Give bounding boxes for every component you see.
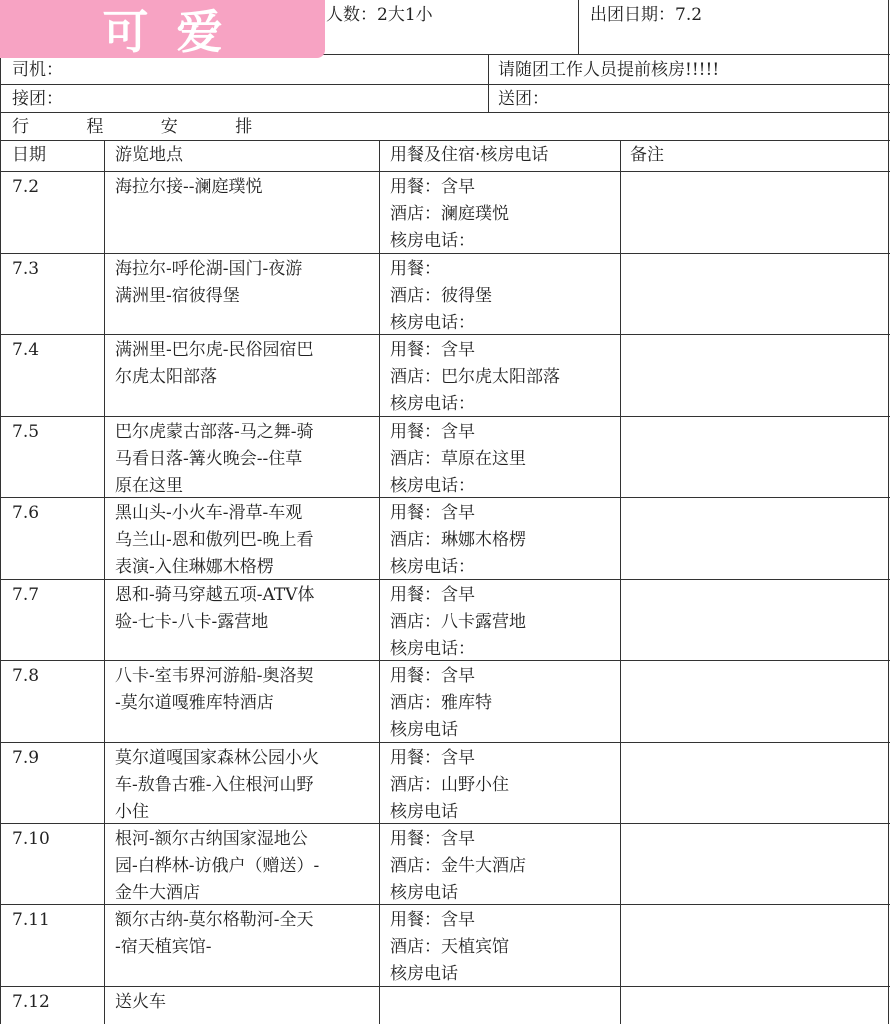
phone-line: 核房电话： (390, 639, 475, 659)
place-line: 黑山头-小火车-滑草-车观 (115, 503, 303, 523)
pickup-field: 接团： (12, 89, 63, 109)
departure-date: 出团日期：7.2 (590, 5, 703, 25)
col-header-meal-hotel: 用餐及住宿·核房电话 (390, 145, 549, 165)
meal-line: 用餐： (390, 259, 441, 279)
table-rule (0, 112, 890, 113)
meal-line: 用餐：含早 (390, 177, 475, 197)
hotel-line: 酒店：彼得堡 (390, 286, 492, 306)
meal-line: 用餐：含早 (390, 829, 475, 849)
row-meal-hotel (390, 256, 492, 337)
place-line: 海拉尔接--澜庭璞悦 (115, 177, 263, 197)
phone-line: 核房电话 (390, 720, 458, 740)
phone-line: 核房电话： (390, 476, 475, 496)
table-rule (0, 823, 890, 824)
row-date: 7.4 (12, 340, 40, 360)
table-rule (0, 334, 890, 335)
hotel-line: 酒店：澜庭璞悦 (390, 204, 509, 224)
place-line: 满洲里-宿彼得堡 (115, 286, 240, 306)
meal-line: 用餐：含早 (390, 503, 475, 523)
place-line: 表演-入住琳娜木格楞 (115, 557, 274, 577)
row-meal-hotel (390, 907, 509, 988)
meal-line: 用餐：含早 (390, 666, 475, 686)
table-rule (379, 140, 380, 1024)
place-line: 送火车 (115, 992, 166, 1012)
hotel-line: 酒店：琳娜木格楞 (390, 530, 526, 550)
row-meal-hotel (390, 337, 560, 418)
people-count: 人数：2大1小 (326, 5, 433, 25)
row-meal-hotel (390, 582, 526, 663)
table-rule (0, 742, 890, 743)
driver-field: 司机： (12, 60, 63, 80)
row-place (115, 745, 319, 826)
table-rule (0, 579, 890, 580)
place-line: 金牛大酒店 (115, 883, 200, 903)
table-rule (578, 0, 579, 54)
place-line: 小住 (115, 802, 149, 822)
table-rule (0, 84, 890, 85)
row-place (115, 582, 314, 636)
table-rule (488, 54, 489, 112)
row-place (115, 174, 377, 201)
row-date: 7.7 (12, 585, 40, 605)
row-date: 7.2 (12, 177, 40, 197)
row-meal-hotel (390, 419, 526, 500)
table-rule (888, 0, 889, 1024)
row-meal-hotel (390, 174, 509, 255)
phone-line: 核房电话： (390, 231, 475, 251)
place-line: -莫尔道嘎雅库特酒店 (115, 693, 274, 713)
table-rule (0, 0, 1, 1024)
place-line: 原在这里 (115, 476, 183, 496)
row-place (115, 826, 319, 907)
table-rule (104, 140, 105, 1024)
sticker-text: 可爱 (102, 5, 251, 59)
table-rule (0, 253, 890, 254)
hotel-line: 酒店：雅库特 (390, 693, 492, 713)
table-rule (0, 171, 890, 172)
row-place (115, 337, 314, 391)
row-date: 7.5 (12, 422, 40, 442)
row-date: 7.10 (12, 829, 50, 849)
section-title: 行 程 安 排 (12, 117, 253, 137)
place-line: 马看日落-篝火晚会--住草 (115, 449, 303, 469)
row-meal-hotel (390, 500, 526, 581)
meal-line: 用餐：含早 (390, 422, 475, 442)
phone-line: 核房电话 (390, 802, 458, 822)
row-place (115, 500, 314, 581)
meal-line: 用餐：含早 (390, 910, 475, 930)
hotel-line: 酒店：金牛大酒店 (390, 856, 526, 876)
place-line: 园-白桦林-访俄户（赠送）- (115, 856, 320, 876)
place-line: 验-七卡-八卡-露营地 (115, 612, 269, 632)
place-line: 恩和-骑马穿越五项-ATV体 (115, 585, 315, 605)
row-meal-hotel (390, 663, 492, 744)
table-rule (620, 140, 621, 1024)
meal-line: 用餐：含早 (390, 340, 475, 360)
hotel-line: 酒店：八卡露营地 (390, 612, 526, 632)
col-header-note: 备注 (630, 145, 664, 165)
row-place (115, 989, 166, 1016)
table-rule (0, 904, 890, 905)
row-date: 7.8 (12, 666, 40, 686)
hotel-line: 酒店：天植宾馆 (390, 937, 509, 957)
col-header-date: 日期 (12, 145, 46, 165)
row-date: 7.9 (12, 748, 40, 768)
col-header-place: 游览地点 (115, 145, 183, 165)
row-place (115, 419, 314, 500)
place-line: 乌兰山-恩和傲列巴-晚上看 (115, 530, 314, 550)
hotel-line: 酒店：巴尔虎太阳部落 (390, 367, 560, 387)
place-line: 巴尔虎蒙古部落-马之舞-骑 (115, 422, 314, 442)
row-place (115, 663, 314, 717)
phone-line: 核房电话： (390, 394, 475, 414)
place-line: -宿天植宾馆- (115, 937, 212, 957)
table-rule (0, 140, 890, 141)
place-line: 海拉尔-呼伦湖-国门-夜游 (115, 259, 303, 279)
table-rule (0, 416, 890, 417)
table-rule (0, 497, 890, 498)
hotel-line: 酒店：山野小住 (390, 775, 509, 795)
phone-line: 核房电话： (390, 557, 475, 577)
row-place (115, 256, 302, 310)
place-line: 额尔古纳-莫尔格勒河-全天 (115, 910, 314, 930)
meal-line: 用餐：含早 (390, 748, 475, 768)
row-meal-hotel (390, 745, 509, 826)
row-place (115, 907, 314, 961)
meal-line: 用餐：含早 (390, 585, 475, 605)
place-line: 根河-额尔古纳国家湿地公 (115, 829, 308, 849)
place-line: 尔虎太阳部落 (115, 367, 217, 387)
row-meal-hotel (390, 826, 526, 907)
table-rule (0, 986, 890, 987)
phone-line: 核房电话 (390, 883, 458, 903)
cute-sticker (0, 0, 325, 58)
place-line: 八卡-室韦界河游船-奥洛契 (115, 666, 314, 686)
place-line: 车-敖鲁古雅-入住根河山野 (115, 775, 314, 795)
row-date: 7.6 (12, 503, 40, 523)
row-date: 7.12 (12, 992, 50, 1012)
row-date: 7.3 (12, 259, 40, 279)
place-line: 满洲里-巴尔虎-民俗园宿巴 (115, 340, 314, 360)
hotel-line: 酒店：草原在这里 (390, 449, 526, 469)
phone-line: 核房电话 (390, 964, 458, 984)
dropoff-field: 送团： (498, 89, 549, 109)
phone-line: 核房电话： (390, 313, 475, 333)
room-check-notice: 请随团工作人员提前核房!!!!! (498, 60, 720, 80)
table-rule (0, 660, 890, 661)
place-line: 莫尔道嘎国家森林公园小火 (115, 748, 319, 768)
row-date: 7.11 (12, 910, 50, 930)
